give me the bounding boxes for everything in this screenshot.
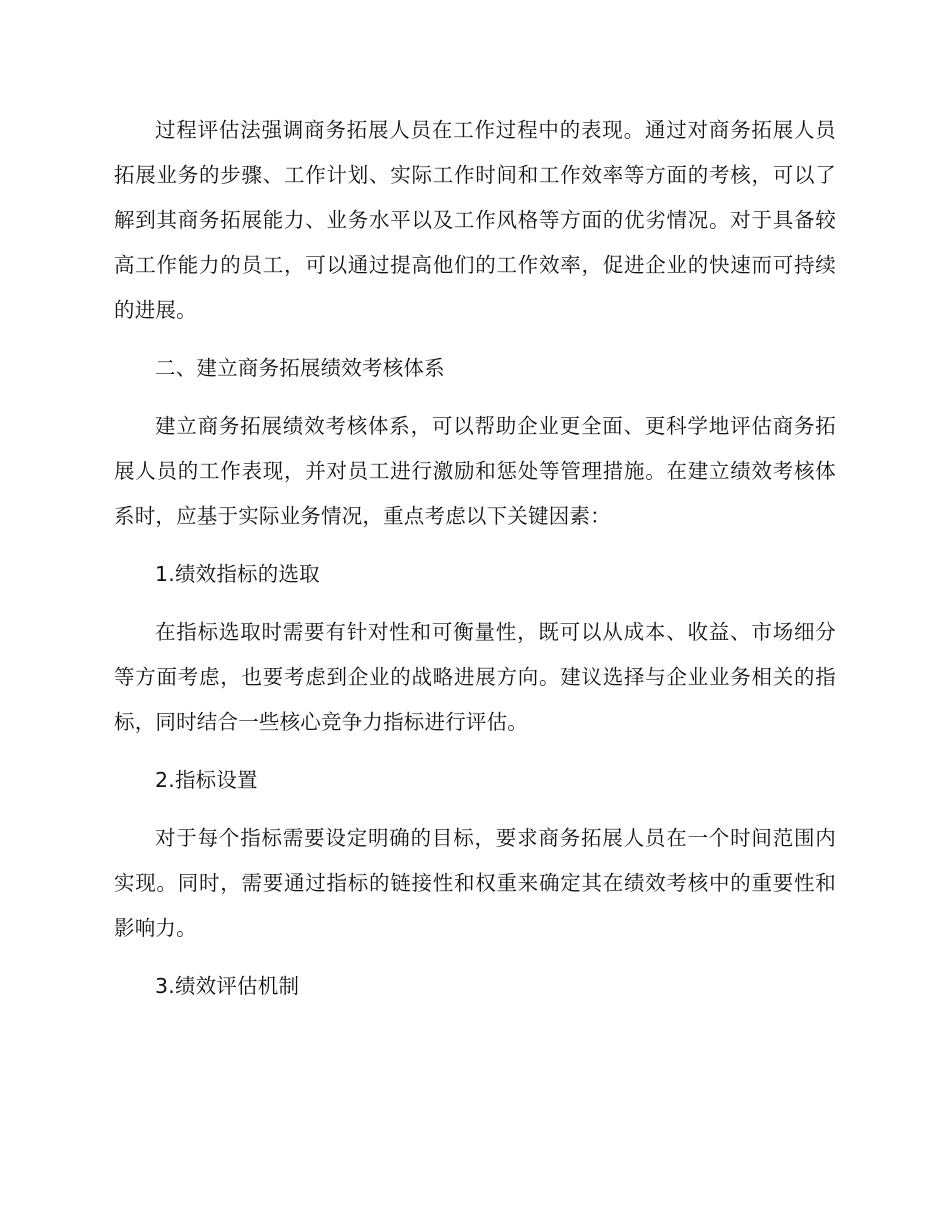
paragraph-indicator-selection: 在指标选取时需要有针对性和可衡量性，既可以从成本、收益、市场细分等方面考虑，也要考虑到企业的战略进展方向。建议选择与企业业务相关的指标，同时结合一些核心竞争力指标进行评估。 — [114, 620, 836, 734]
section-heading-build-system: 二、建立商务拓展绩效考核体系 — [155, 356, 445, 380]
paragraph-process-evaluation: 过程评估法强调商务拓展人员在工作过程中的表现。通过对商务拓展人员拓展业务的步骤、工作计划、实际工作时间和工作效率等方面的考核，可以了解到其商务拓展能力、业务水平以及工作风格等方面的优劣情况。对于具备较高工作能力的员工，可以通过提高他们的工作效率，促进企业的快速而可持续的进展。 — [114, 118, 836, 322]
subheading-indicator-selection: 1.绩效指标的选取 — [155, 562, 320, 586]
subheading-indicator-setting: 2.指标设置 — [155, 768, 258, 792]
document-body — [114, 108, 836, 1022]
subheading-evaluation-mechanism: 3.绩效评估机制 — [155, 974, 300, 998]
paragraph-indicator-setting: 对于每个指标需要设定明确的目标，要求商务拓展人员在一个时间范围内实现。同时，需要通过指标的链接性和权重来确定其在绩效考核中的重要性和影响力。 — [114, 826, 836, 940]
paragraph-build-system: 建立商务拓展绩效考核体系，可以帮助企业更全面、更科学地评估商务拓展人员的工作表现，并对员工进行激励和惩处等管理措施。在建立绩效考核体系时，应基于实际业务情况，重点考虑以下关键因素： — [114, 414, 836, 528]
